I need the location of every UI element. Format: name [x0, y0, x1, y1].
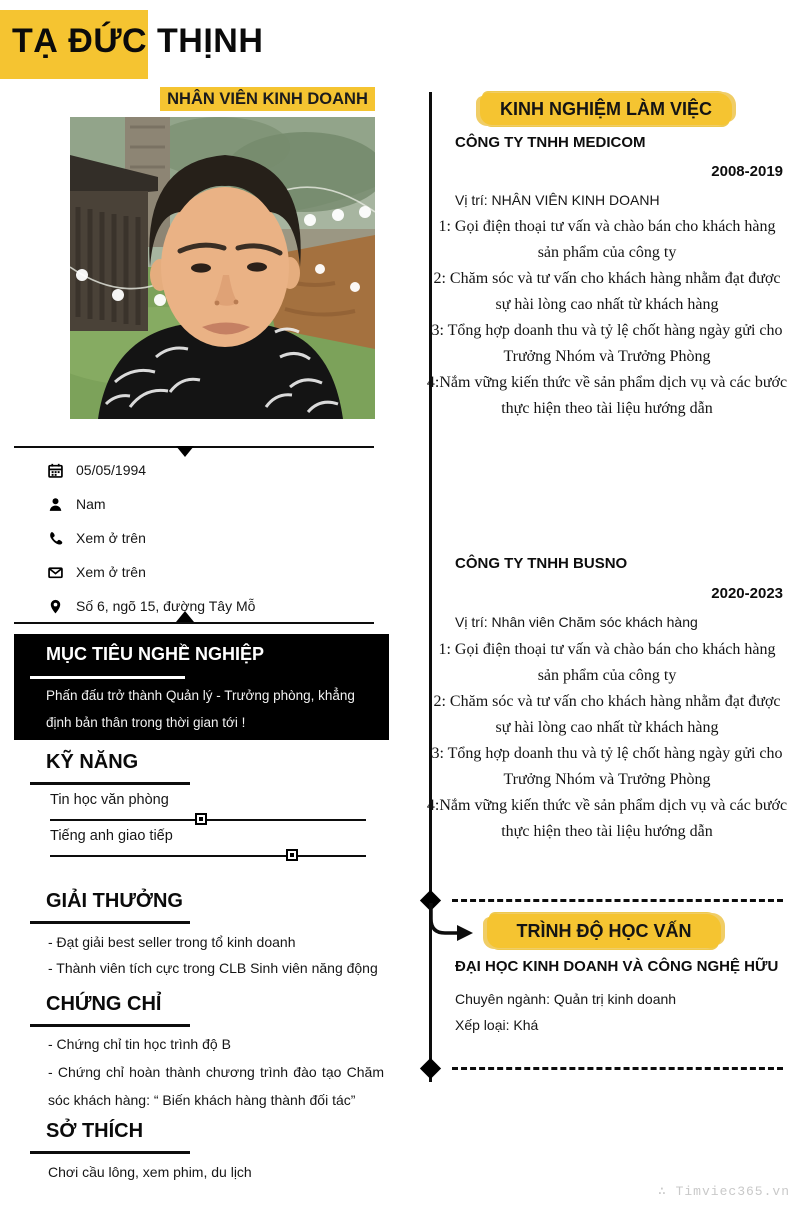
skills-underline: [30, 782, 190, 785]
divider-line-bottom: [14, 622, 374, 624]
hobbies-underline: [30, 1151, 190, 1154]
skill-label: Tiếng anh giao tiếp: [50, 828, 173, 844]
contact-birthday: [48, 460, 146, 480]
skill-track: [50, 855, 366, 857]
company-name: CÔNG TY TNHH BUSNO: [455, 555, 628, 572]
phone-icon: [48, 531, 63, 546]
birthday-value: 05/05/1994: [76, 462, 147, 478]
calendar-icon: [48, 463, 63, 478]
objective-underline: [30, 676, 185, 679]
dashed-divider: [452, 1067, 783, 1070]
job-period: 2020-2023: [711, 585, 783, 602]
contact-address: [48, 596, 255, 616]
triangle-up-icon: [176, 611, 194, 622]
job-duties: [426, 214, 788, 422]
education-title: TRÌNH ĐỘ HỌC VẤN: [487, 914, 721, 948]
duty-item: 1: Gọi điện thoại tư vấn và chào bán cho khách hàng sản phẩm của công ty: [438, 641, 776, 684]
job-title-banner: NHÂN VIÊN KINH DOANH: [160, 87, 375, 111]
phone-value: Xem ở trên: [76, 530, 146, 546]
awards-title: GIẢI THƯỞNG: [46, 890, 183, 912]
objective-title: MỤC TIÊU NGHỀ NGHIỆP: [46, 644, 265, 664]
certificate-item: - Chứng chỉ hoàn thành chương trình đào tạo Chăm sóc khách hàng: “ Biến khách hàng thành đối tác”: [48, 1064, 384, 1108]
skills-title: KỸ NĂNG: [46, 751, 139, 773]
candidate-name: TẠ ĐỨC THỊNH: [12, 22, 264, 60]
dashed-divider: [452, 899, 783, 902]
email-value: Xem ở trên: [76, 564, 146, 580]
watermark: ∴ Timviec365.vn: [657, 1184, 790, 1199]
contact-phone: [48, 528, 146, 548]
job-position: Vị trí: NHÂN VIÊN KINH DOANH: [455, 192, 660, 208]
award-item: - Thành viên tích cực trong CLB Sinh viên năng động: [48, 960, 378, 976]
divider-line-top: [14, 446, 374, 448]
elbow-arrow-icon: [427, 903, 483, 947]
certificates-underline: [30, 1024, 190, 1027]
awards-underline: [30, 921, 190, 924]
hobbies-text: Chơi cầu lông, xem phim, du lịch: [48, 1164, 252, 1180]
experience-title: KINH NGHIỆM LÀM VIỆC: [480, 93, 732, 125]
address-value: Số 6, ngõ 15, đường Tây Mỗ: [76, 598, 256, 614]
duty-item: 3: Tổng hợp doanh thu và tỷ lệ chốt hàng ngày gửi cho Trưởng Nhóm và Trưởng Phòng: [431, 322, 783, 365]
job-duties: [426, 637, 788, 845]
person-icon: [48, 497, 63, 512]
triangle-down-icon: [176, 446, 194, 457]
skill-label: Tin học văn phòng: [50, 792, 169, 808]
envelope-icon: [48, 565, 63, 580]
education-major: Chuyên ngành: Quản trị kinh doanh: [455, 991, 677, 1007]
award-item: - Đạt giải best seller trong tổ kinh doanh: [48, 934, 296, 950]
hobbies-title: SỞ THÍCH: [46, 1120, 144, 1142]
certificate-item: - Chứng chỉ tin học trình độ B: [48, 1036, 231, 1052]
skill-level-marker: [286, 849, 298, 861]
education-school: ĐẠI HỌC KINH DOANH VÀ CÔNG NGHỆ HỮU: [455, 958, 779, 975]
job-position: Vị trí: Nhân viên Chăm sóc khách hàng: [455, 614, 698, 630]
skill-level-marker: [195, 813, 207, 825]
gender-value: Nam: [76, 496, 106, 512]
education-grade: Xếp loại: Khá: [455, 1017, 539, 1033]
location-pin-icon: [48, 599, 63, 614]
duty-item: 4:Nắm vững kiến thức về sản phẩm dịch vụ và các bước thực hiện theo tài liệu hướng dẫn: [426, 797, 788, 840]
skill-row: [50, 828, 366, 870]
contact-email: [48, 562, 146, 582]
duty-item: 1: Gọi điện thoại tư vấn và chào bán cho khách hàng sản phẩm của công ty: [438, 218, 776, 261]
profile-photo: [70, 117, 375, 419]
skill-track: [50, 819, 366, 821]
objective-text: Phấn đấu trở thành Quản lý - Trưởng phòng, khẳng định bản thân trong thời gian tới !: [46, 688, 355, 730]
company-name: CÔNG TY TNHH MEDICOM: [455, 134, 646, 151]
diamond-marker-icon: [420, 1058, 441, 1079]
duty-item: 2: Chăm sóc và tư vấn cho khách hàng nhằm đạt được sự hài lòng cao nhất từ khách hàng: [433, 270, 781, 313]
duty-item: 3: Tổng hợp doanh thu và tỷ lệ chốt hàng ngày gửi cho Trưởng Nhóm và Trưởng Phòng: [431, 745, 783, 788]
certificates-title: CHỨNG CHỈ: [46, 993, 162, 1015]
duty-item: 4:Nắm vững kiến thức về sản phẩm dịch vụ và các bước thực hiện theo tài liệu hướng dẫn: [426, 374, 788, 417]
contact-gender: [48, 494, 106, 514]
duty-item: 2: Chăm sóc và tư vấn cho khách hàng nhằm đạt được sự hài lòng cao nhất từ khách hàng: [433, 693, 781, 736]
objective-section: [14, 634, 389, 740]
job-period: 2008-2019: [711, 163, 783, 180]
